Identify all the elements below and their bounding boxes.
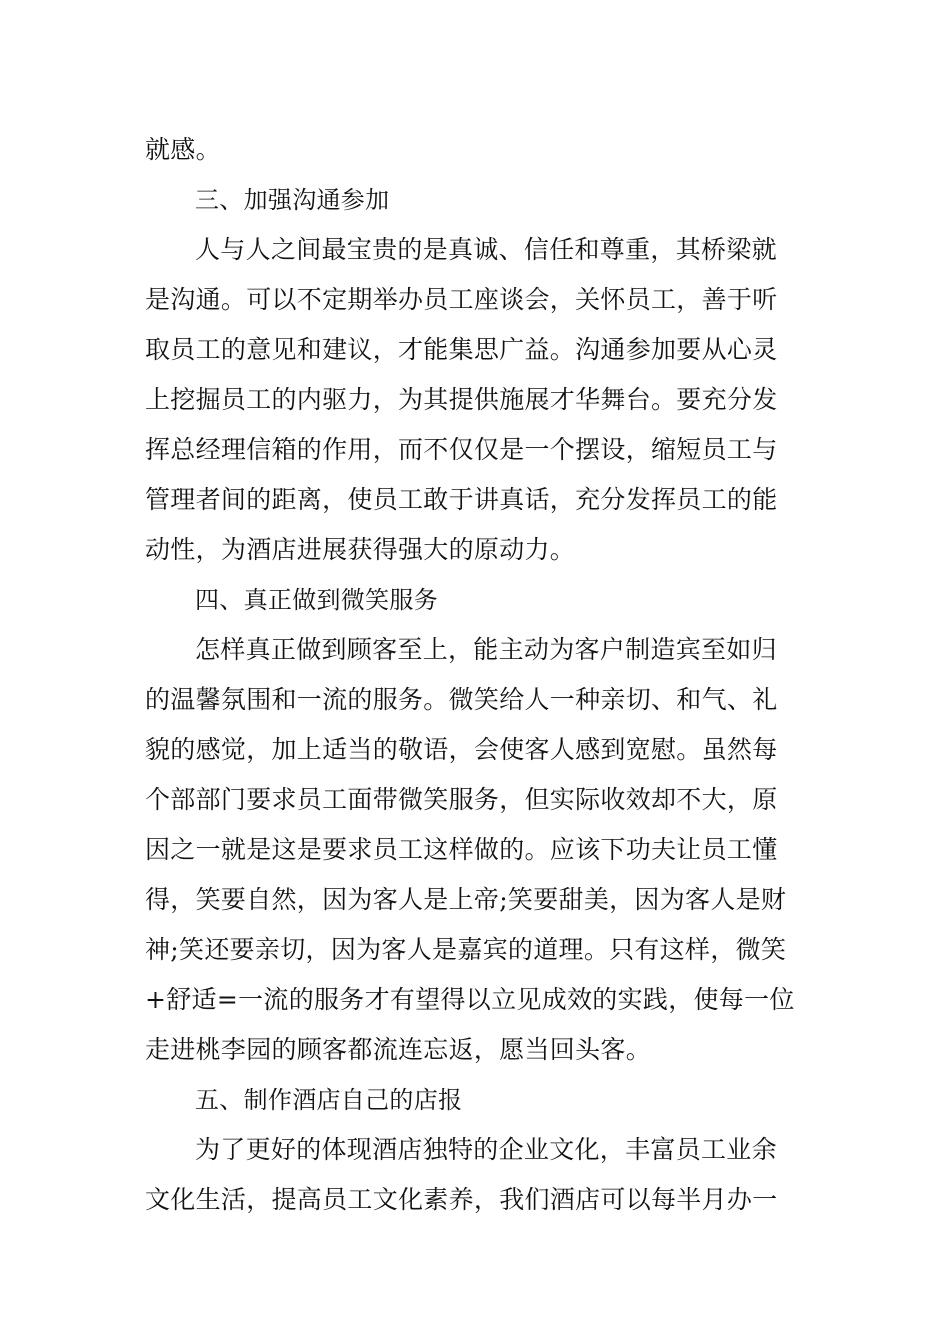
paragraph-line: 人与人之间最宝贵的是真诚、信任和尊重，其桥梁就 [195,235,777,264]
paragraph-line: 文化生活，提高员工文化素养，我们酒店可以每半月办一 [145,1185,778,1214]
paragraph-line: 的温馨氛围和一流的服务。微笑给人一种亲切、和气、礼 [145,685,778,714]
paragraph-line: 怎样真正做到顾客至上，能主动为客户制造宾至如归 [195,635,777,664]
paragraph-line: 走进桃李园的顾客都流连忘返，愿当回头客。 [145,1035,652,1064]
paragraph-line: 得，笑要自然，因为客人是上帝;笑要甜美，因为客人是财 [145,885,787,914]
section-heading: 三、加强沟通参加 [195,186,390,214]
section-heading: 四、真正做到微笑服务 [195,586,438,614]
paragraph-line: 貌的感觉，加上适当的敬语，会使客人感到宽慰。虽然每 [145,735,778,764]
paragraph-line: +舒适=一流的服务才有望得以立见成效的实践，使每一位 [145,985,795,1014]
section-heading: 五、制作酒店自己的店报 [195,1086,463,1114]
paragraph-line: 神;笑还要亲切，因为客人是嘉宾的道理。只有这样，微笑 [145,935,787,964]
paragraph-line: 上挖掘员工的内驱力，为其提供施展才华舞台。要充分发 [145,385,778,414]
paragraph-line: 个部部门要求员工面带微笑服务，但实际收效却不大，原 [145,785,778,814]
paragraph-line: 挥总经理信箱的作用，而不仅仅是一个摆设，缩短员工与 [145,435,778,464]
paragraph-line: 就感。 [145,135,221,164]
paragraph-line: 取员工的意见和建议，才能集思广益。沟通参加要从心灵 [145,335,778,364]
paragraph-line: 动性，为酒店进展获得强大的原动力。 [145,535,576,564]
paragraph-line: 因之一就是这是要求员工这样做的。应该下功夫让员工懂 [145,835,778,864]
paragraph-line: 是沟通。可以不定期举办员工座谈会，关怀员工，善于听 [145,285,778,314]
paragraph-line: 为了更好的体现酒店独特的企业文化，丰富员工业余 [195,1135,777,1164]
paragraph-line: 管理者间的距离，使员工敢于讲真话，充分发挥员工的能 [145,485,778,514]
